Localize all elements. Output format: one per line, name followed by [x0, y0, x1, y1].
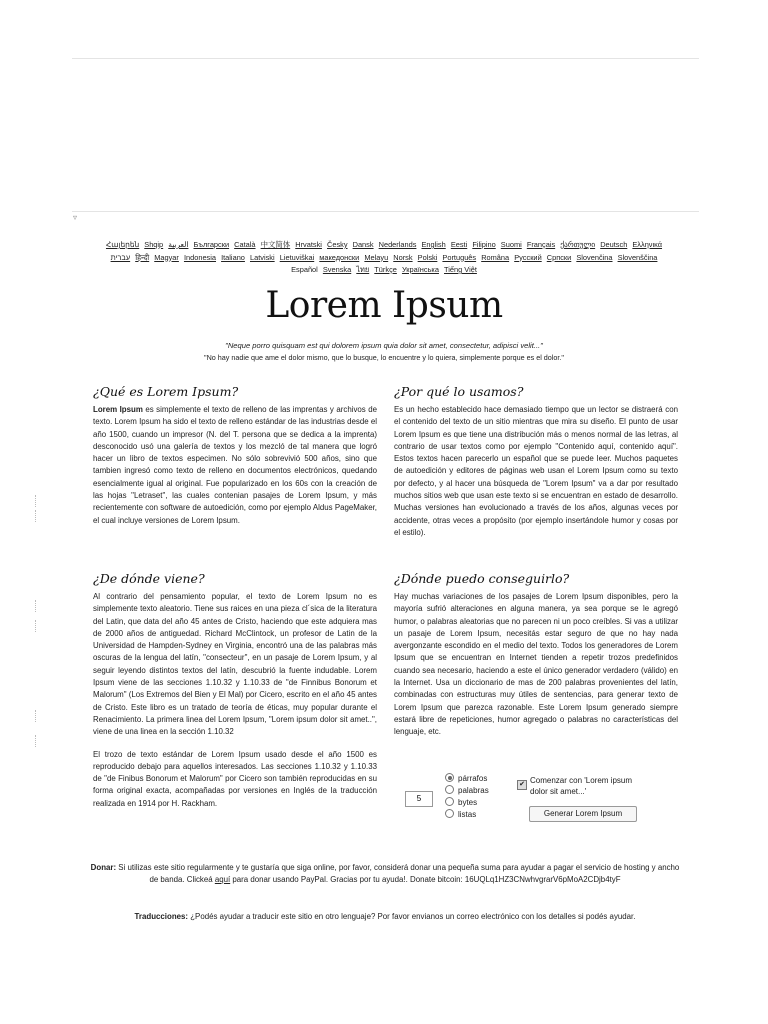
- generate-button[interactable]: Generar Lorem Ipsum: [529, 806, 637, 822]
- radio-icon[interactable]: [445, 809, 454, 818]
- language-row: [86, 239, 682, 252]
- language-link[interactable]: ไทย: [356, 265, 370, 274]
- language-link[interactable]: Shqip: [144, 240, 164, 249]
- side-dots: [35, 600, 39, 612]
- latin-quote: "Neque porro quisquam est qui dolorem ipsum quia dolor sit amet, consectetur, adipisci velit...": [225, 341, 543, 350]
- language-link[interactable]: Indonesia: [183, 252, 217, 262]
- ad-choices-icon[interactable]: ▿: [73, 213, 78, 222]
- donate-text: Si utilizas este sitio regularmente y te gustaría que siga online, por favor, considerá donar una pequeña suma para ayudar a pagar el servicio de hosting y ancho de banda. Clickeá: [116, 863, 680, 884]
- section-text: Hay muchas variaciones de los pasajes de Lorem Ipsum disponibles, pero la mayoría sufrió alteraciones en alguna manera, ya sea porque se le agregó humor, o palabras aleatorias que no parecen ni un poco creíbles. Si vas a utilizar un pasaje de Lorem Ipsum, necesitás estar seguro de que no hay nada avergonzante escondido en el medio del texto. Todos los generadores de Lorem Ipsum que se encuentran en Internet tienden a repetir trozos predefinidos cuando sea necesario, haciendo a este el único generador verdadero (válido) en la Internet. Usa un diccionario de mas de 200 palabras provenientes del latín, combinadas con estructuras muy útiles de sentencias, para generar texto de Lorem Ipsum que parezca razonable. Este Lorem Ipsum generado siempre estará libre de repeticiones, humor agregado o palabras no características del lenguaje, etc.: [394, 592, 678, 737]
- section-text: Al contrario del pensamiento popular, el texto de Lorem Ipsum no es simplemente texto aleatorio. Tiene sus raices en una pieza cl´sica de la literatura del Latin, que data del año 45 antes de Cristo, haciendo que este adquiera mas de 2000 años de antiguedad. Richard McClintock, un profesor de Latin de la Universidad de Hampden-Sydney en Virginia, encontró una de las palabras más oscuras de la lengua del latín, "consecteur", en un pasaje de Lorem Ipsum, y al seguir leyendo distintos textos del latín, descubrió la fuente indudable. Lorem Ipsum viene de las secciones 1.10.32 y 1.10.33 de "de Finnibus Bonorum et Malorum" (Los Extremos del Bien y El Mal) por Cicero, escrito en el año 45 antes de Cristo. Este libro es un tratado de teoría de éticas, muy popular durante el Renacimiento. La primera linea del Lorem Ipsum, "Lorem ipsum dolor sit amet..", viene de una linea en la sección 1.10.32: [93, 592, 377, 737]
- language-link[interactable]: Suomi: [500, 240, 522, 249]
- language-link[interactable]: हिन्दी: [135, 252, 150, 262]
- translate-note: [90, 911, 680, 923]
- section-where-from: [93, 571, 377, 820]
- quote-translation: "No hay nadie que ame el dolor mismo, que lo busque, lo encuentre y lo quiera, simplemente porque es el dolor.": [204, 353, 564, 362]
- language-link[interactable]: Dansk: [352, 240, 374, 249]
- language-link[interactable]: Nederlands: [378, 240, 417, 249]
- top-divider: [72, 58, 699, 59]
- language-link[interactable]: Svenska: [322, 265, 352, 274]
- donate-text: para donar usando PayPal. Gracias por tu ayuda!. Donate bitcoin: 16UQLq1HZ3CNwhvgrarV6pMoA2CDjb4tyF: [230, 874, 621, 884]
- language-link[interactable]: Tiếng Việt: [444, 265, 477, 274]
- language-bar: [86, 239, 682, 277]
- side-dots: [35, 710, 39, 722]
- section-text: Es un hecho establecido hace demasiado tiempo que un lector se distraerá con el contenido del texto de un sitio mientras que mira su diseño. El punto de usar Lorem Ipsum es que tiene una distribución más o menos normal de las letras, al contrario de usar textos como por ejemplo "Contenido aquí, contenido aquí". Estos textos hacen parecerlo un español que se puede leer. Muchos paquetes de autoedición y editores de páginas web usan el Lorem Ipsum como su texto por defecto, y al hacer una búsqueda de "Lorem Ipsum" va a dar por resultado muchos sitios web que usan este texto si se encuentran en estado de desarrollo. Muchas versiones han evolucionado a través de los años, algunas veces por accidente, otras veces a propósito (por ejemplo insertándole humor y cosas por el estilo).: [394, 405, 678, 537]
- option-label: párrafos: [458, 774, 488, 783]
- language-link[interactable]: Ελληνικά: [632, 240, 663, 249]
- radio-icon[interactable]: [445, 773, 454, 782]
- section-where-get: [394, 571, 678, 749]
- language-link[interactable]: Pyccкий: [514, 252, 542, 262]
- side-dots: [35, 510, 39, 522]
- section-heading: ¿De dónde viene?: [93, 571, 205, 586]
- language-link[interactable]: Melayu: [364, 252, 389, 262]
- language-link[interactable]: Türkçe: [374, 265, 397, 274]
- donate-link[interactable]: aquí: [214, 874, 231, 884]
- option-label: bytes: [458, 798, 478, 807]
- radio-icon[interactable]: [445, 797, 454, 806]
- language-link[interactable]: Català: [234, 240, 256, 249]
- side-dots: [35, 620, 39, 632]
- section-text: [93, 404, 377, 527]
- side-dots: [35, 735, 39, 747]
- language-link[interactable]: Filipino: [472, 240, 496, 249]
- page-title: Lorem Ipsum: [265, 285, 503, 326]
- unit-option-0[interactable]: [445, 773, 487, 785]
- unit-option-1[interactable]: [445, 785, 489, 797]
- language-link[interactable]: Português: [442, 252, 477, 262]
- language-link[interactable]: Slovenščina: [617, 252, 658, 262]
- section-what: [93, 384, 377, 537]
- language-link[interactable]: Slovenčina: [576, 252, 613, 262]
- language-link[interactable]: Deutsch: [600, 240, 628, 249]
- language-row: [86, 252, 682, 265]
- language-link[interactable]: Français: [526, 240, 556, 249]
- section-heading: ¿Qué es Lorem Ipsum?: [93, 384, 239, 399]
- translate-text: ¿Podés ayudar a traducir este sitio en otro lenguaje? Por favor envianos un correo electrónico con los detalles si podés ayudar.: [188, 912, 636, 921]
- generator-form: [405, 773, 705, 833]
- language-link[interactable]: Latviski: [249, 252, 275, 262]
- section-heading: ¿Por qué lo usamos?: [394, 384, 524, 399]
- section-heading: ¿Dónde puedo conseguirlo?: [394, 571, 570, 586]
- language-link[interactable]: Româna: [481, 252, 510, 262]
- language-link[interactable]: Eesti: [450, 240, 468, 249]
- donate-label: Donar:: [90, 863, 117, 872]
- language-link[interactable]: Polski: [417, 252, 438, 262]
- ad-divider: [72, 211, 699, 212]
- lead-term: Lorem Ipsum: [93, 405, 143, 414]
- translate-label: Traducciones:: [134, 912, 189, 921]
- language-row: [86, 264, 682, 277]
- donate-note: [90, 862, 680, 885]
- body-text: es simplemente el texto de relleno de las imprentas y archivos de texto. Lorem Ipsum ha sido el texto de relleno estándar de las industrias desde el año 1500, cuando un impresor (N. del T. persona que se dedica a la imprenta) desconocido usó una galería de textos y los mezcló de tal manera que logró hacer un libro de textos especimen. No sólo sobrevivió 500 años, sino que tambien ingresó como texto de relleno en documentos electrónicos, quedando esencialmente igual al original. Fue popularizado en los 60s con la creación de las hojas "Letraset", las cuales contenian pasajes de Lorem Ipsum, y más recientemente con software de autoedición, como por ejemplo Aldus PageMaker, el cual incluye versiones de Lorem Ipsum.: [93, 405, 378, 525]
- option-label: listas: [458, 810, 477, 819]
- current-language: Español: [291, 265, 318, 274]
- language-link[interactable]: Հայերեն: [105, 240, 140, 249]
- side-dots: [35, 495, 39, 507]
- language-link[interactable]: македонски: [319, 252, 360, 262]
- language-link[interactable]: Српски: [546, 252, 572, 262]
- language-link[interactable]: English: [421, 240, 446, 249]
- section-why: [394, 384, 678, 549]
- start-with-lorem-checkbox[interactable]: ✔: [517, 780, 527, 790]
- language-link[interactable]: 中文简体: [260, 240, 291, 249]
- checkbox-label: Comenzar con 'Lorem ipsum dolor sit amet...': [530, 776, 633, 796]
- language-link[interactable]: Українська: [401, 265, 439, 274]
- language-link[interactable]: עברית: [110, 252, 131, 262]
- unit-option-2[interactable]: [445, 797, 477, 809]
- language-link[interactable]: Magyar: [154, 252, 179, 262]
- language-link[interactable]: Български: [193, 240, 230, 249]
- radio-icon[interactable]: [445, 785, 454, 794]
- language-link[interactable]: ქართული: [560, 240, 596, 249]
- language-link[interactable]: Norsk: [393, 252, 413, 262]
- language-link[interactable]: Lietuviškai: [279, 252, 315, 262]
- language-link[interactable]: Italiano: [221, 252, 245, 262]
- section-text: El trozo de texto estándar de Lorem Ipsum usado desde el año 1500 es reproducido debajo para aquellos interesados. Las secciones 1.10.32 y 1.10.33 de "de Finibus Bonorum et Malorum" por Cicero son también reproducidas en su forma original exacta, acompañadas por versiones en Inglés de la traducción realizada en 1914 por H. Rackham.: [93, 749, 377, 808]
- language-link[interactable]: Česky: [327, 240, 348, 249]
- language-link[interactable]: العربية: [168, 240, 189, 249]
- amount-input[interactable]: [405, 791, 433, 807]
- option-label: palabras: [458, 786, 489, 795]
- unit-option-3[interactable]: [445, 809, 476, 821]
- language-link[interactable]: Hrvatski: [295, 240, 322, 249]
